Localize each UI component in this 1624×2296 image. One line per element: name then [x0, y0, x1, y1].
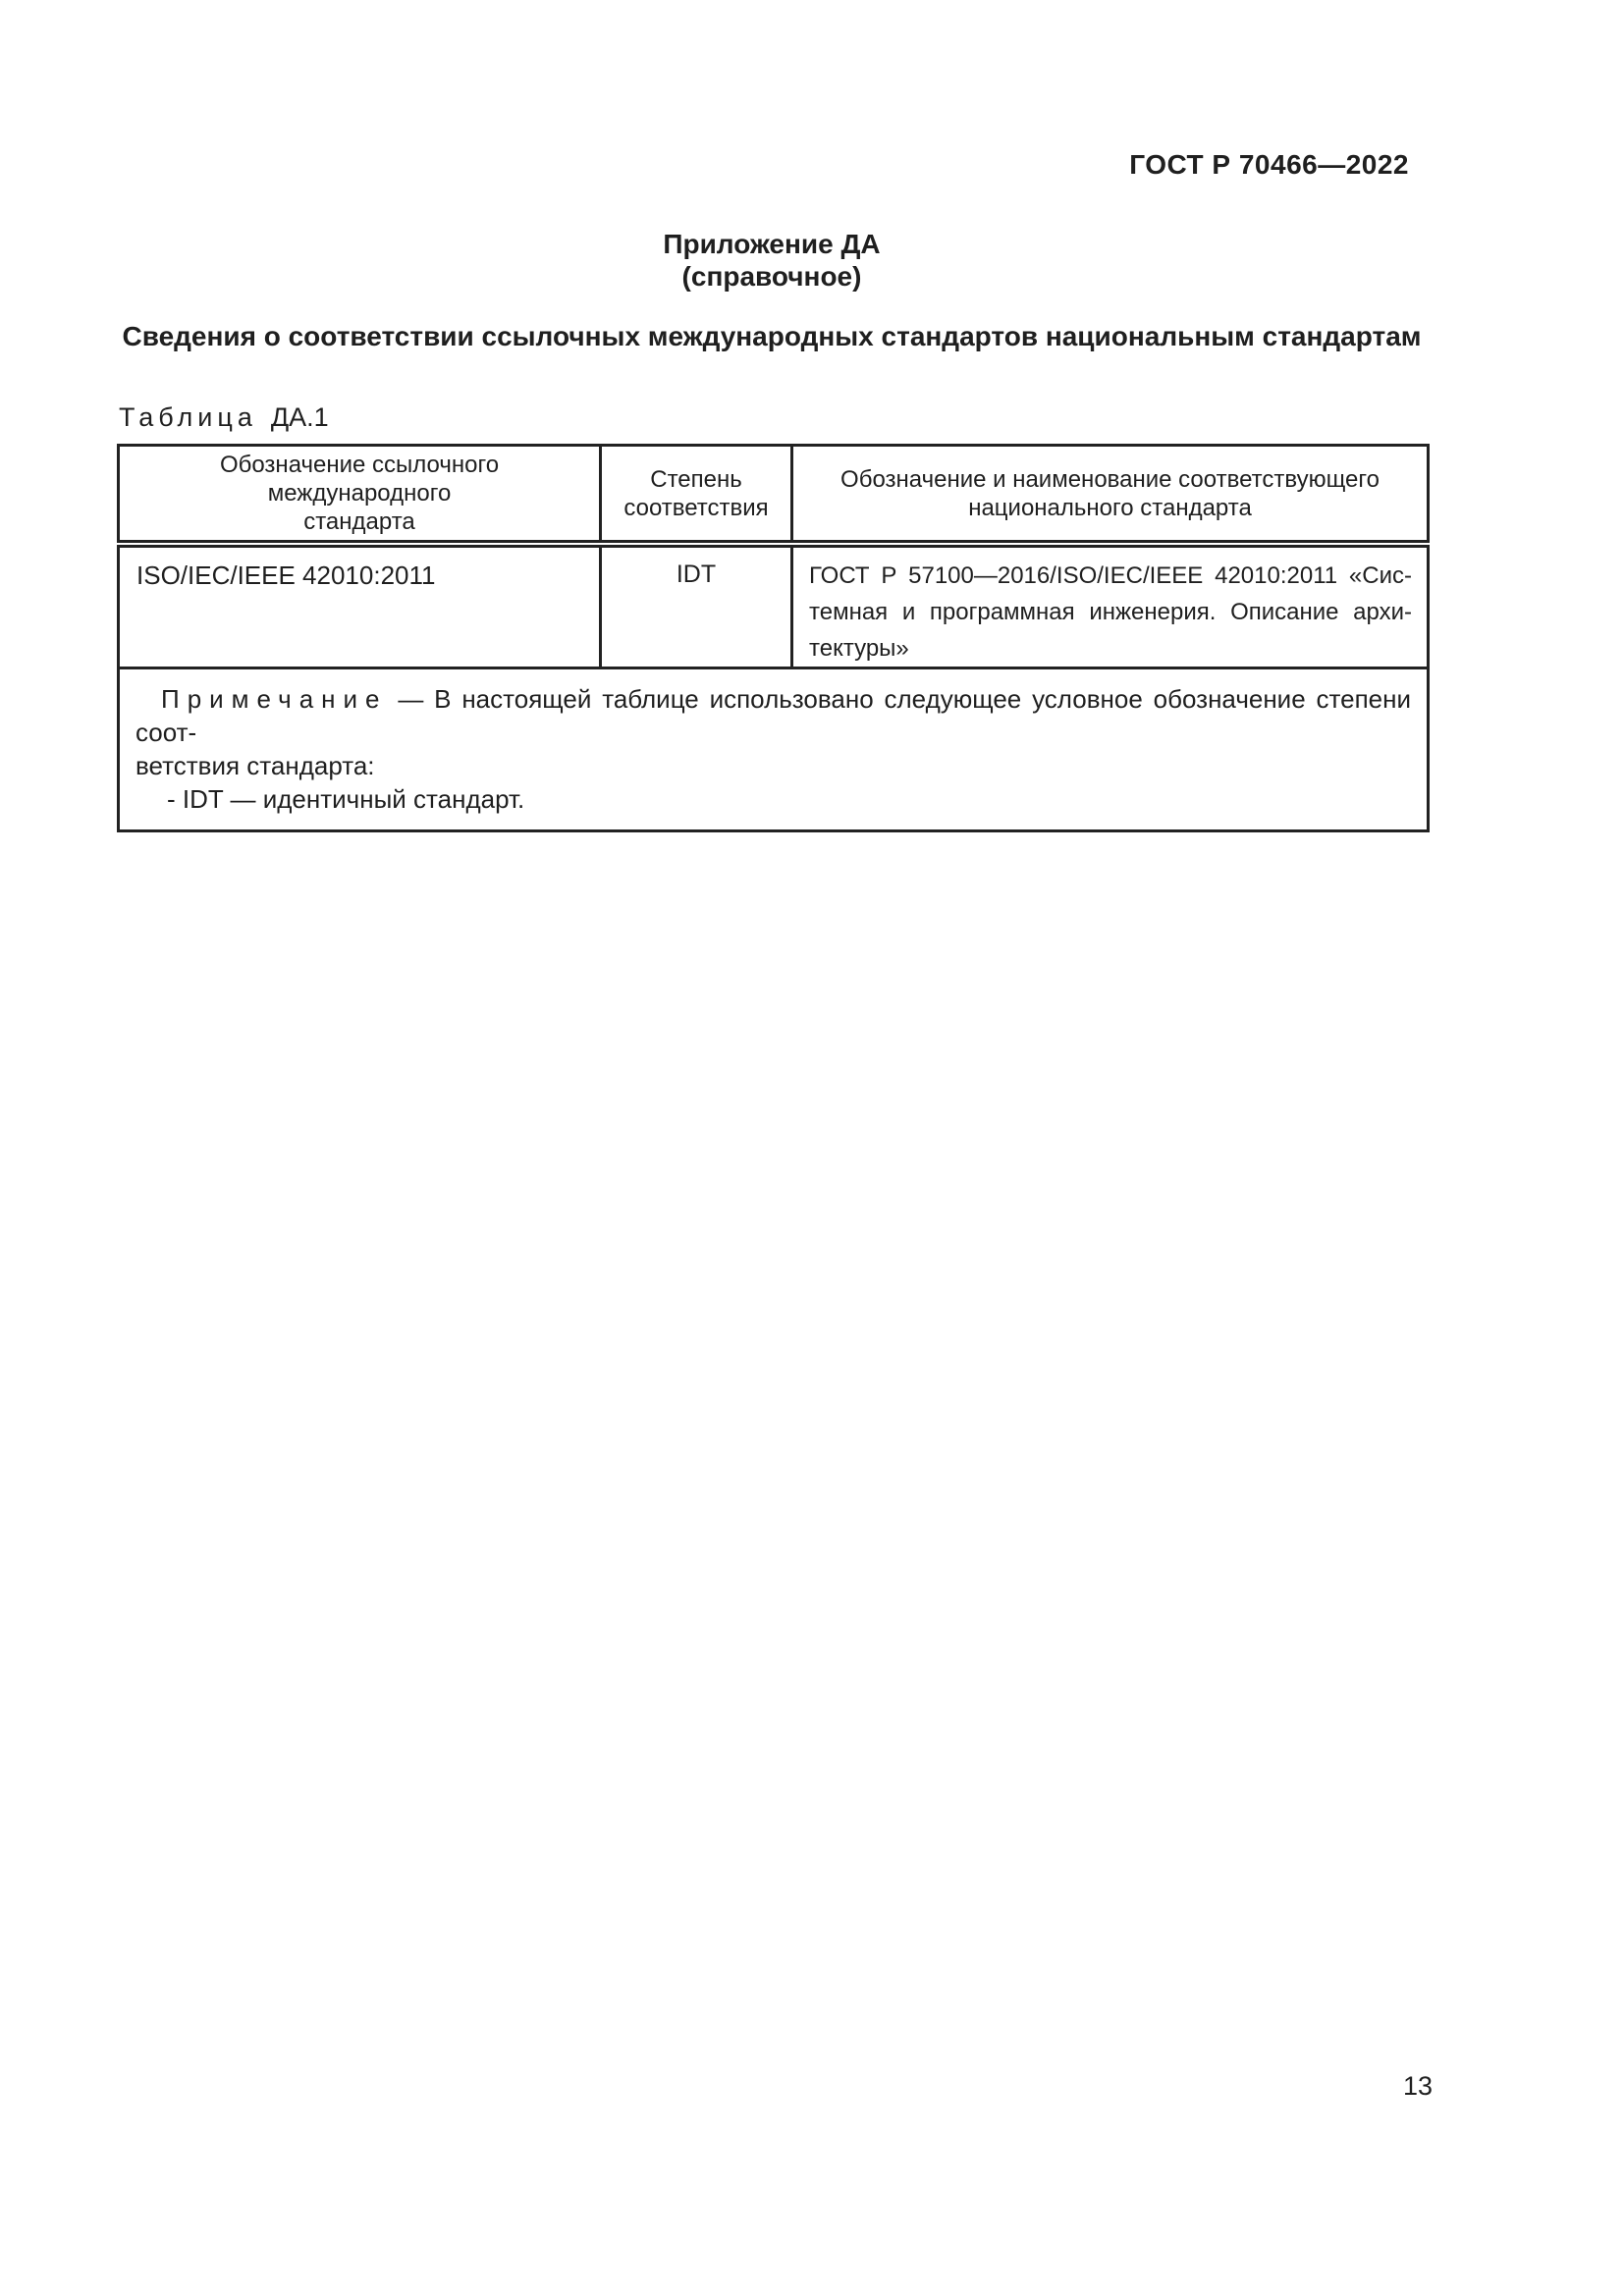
cell-degree: IDT — [601, 544, 792, 668]
appendix-heading — [117, 228, 1427, 293]
appendix-name: Приложение ДА — [663, 229, 881, 259]
note-label: Примечание — [161, 684, 388, 714]
header-degree — [601, 446, 792, 545]
note-line — [135, 682, 1411, 749]
header-line: Степень — [650, 465, 742, 493]
cell-reference-standard: ISO/IEC/IEEE 42010:2011 — [119, 544, 601, 668]
header-national-standard — [792, 446, 1429, 545]
header-line: Обозначение ссылочного международного — [219, 452, 500, 507]
note-line: ветствия стандарта: — [135, 751, 375, 780]
section-title: Сведения о соответствии ссылочных международных стандартов национальным стандартам — [122, 321, 1422, 351]
table-row — [119, 544, 1429, 668]
national-standard-line: темная и программная инженерия. Описание архи- — [809, 599, 1412, 625]
header-line: стандарта — [303, 508, 415, 535]
note-text: — В настоящей таблице использовано следующее условное обозначение степени соот- — [135, 684, 1411, 747]
header-reference-standard — [119, 446, 601, 545]
national-standard-line: ГОСТ Р 57100—2016/ISO/IEC/IEEE 42010:2011 «Сис- — [809, 562, 1412, 589]
table-caption-word: Таблица — [119, 402, 257, 432]
national-standard-line: тектуры» — [809, 635, 909, 662]
cell-national-standard — [792, 544, 1429, 668]
table-caption-number: ДА.1 — [270, 402, 329, 432]
appendix-kind: (справочное) — [681, 261, 862, 292]
table-caption — [119, 401, 329, 433]
header-line: соответствия — [623, 494, 769, 521]
table-header-row — [119, 446, 1429, 545]
running-head: ГОСТ Р 70466—2022 — [1129, 149, 1409, 180]
header-line: Обозначение и наименование соответствующего — [840, 465, 1380, 493]
table-note — [119, 668, 1429, 831]
header-line: национального стандарта — [968, 494, 1252, 521]
table-note-row — [119, 668, 1429, 831]
correspondence-table — [117, 444, 1430, 832]
note-item: - IDT — идентичный стандарт. — [167, 784, 525, 814]
page-number: 13 — [1403, 2071, 1434, 2101]
